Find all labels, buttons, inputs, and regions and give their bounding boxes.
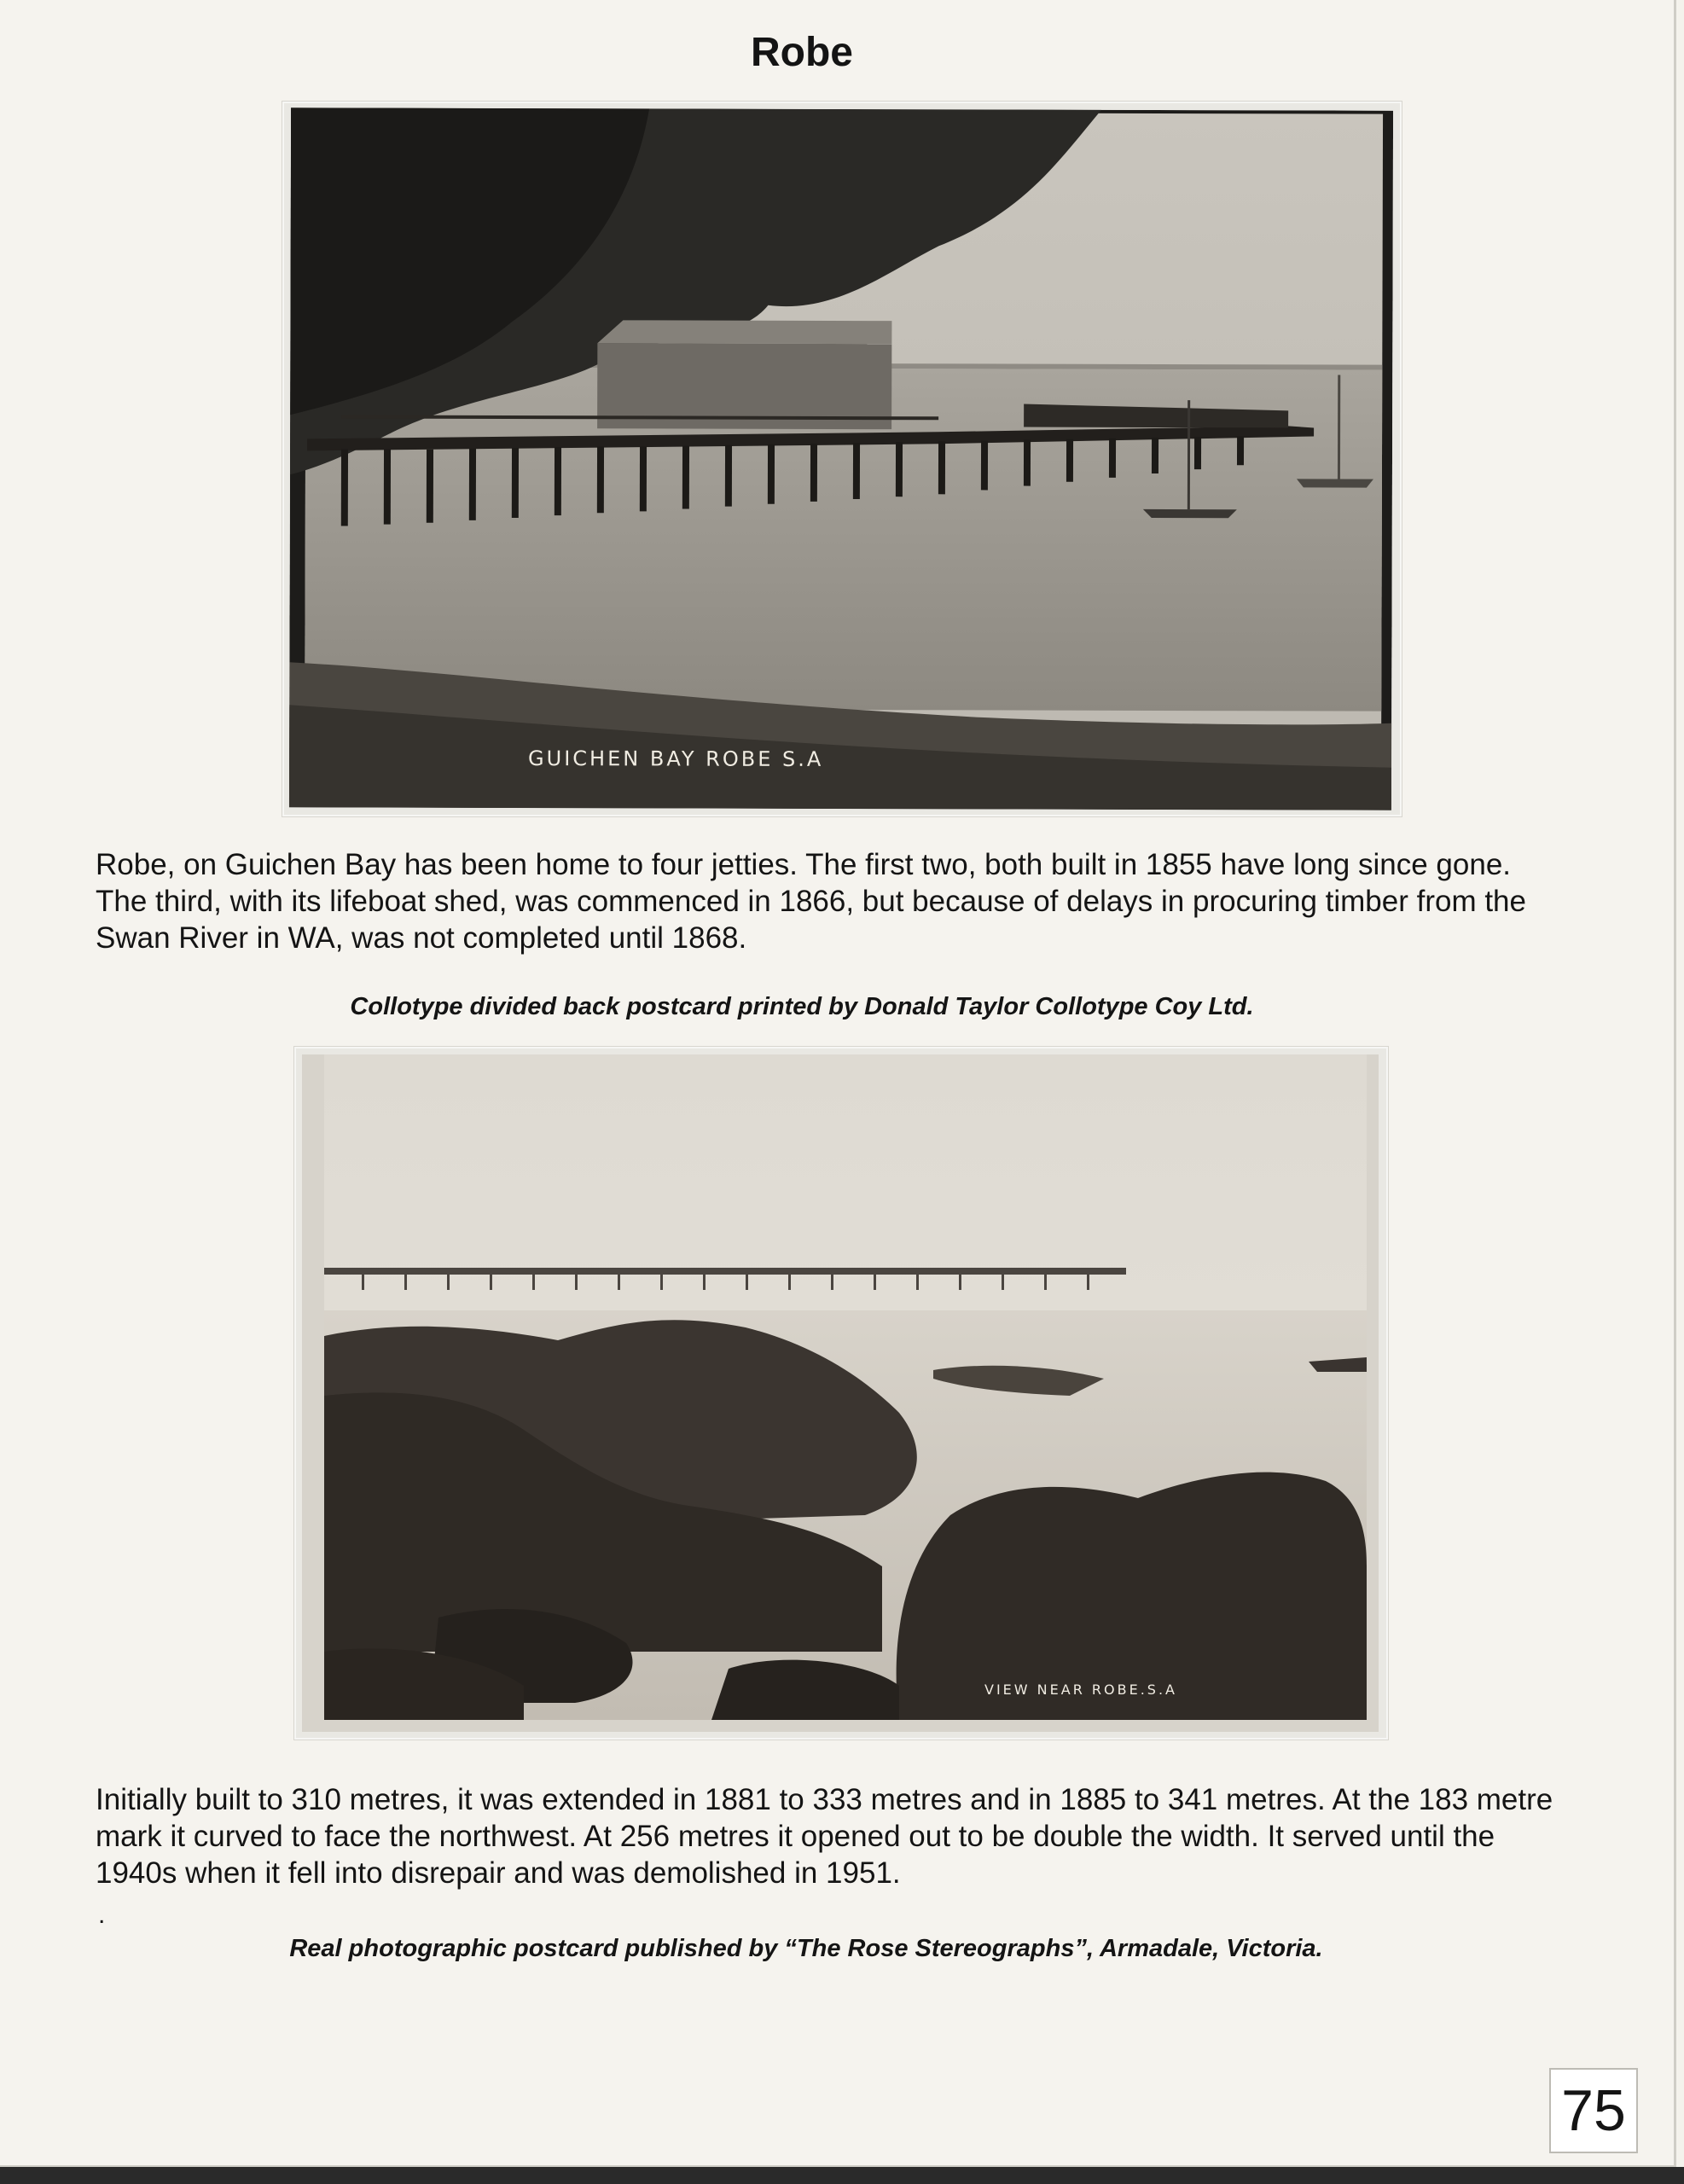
postcard-2-label: VIEW NEAR ROBE.S.A bbox=[984, 1682, 1177, 1698]
postcard-1-photo bbox=[289, 107, 1393, 810]
bottom-edge-strip bbox=[0, 2167, 1684, 2184]
view-near-robe-image bbox=[302, 1054, 1379, 1732]
page-number: 75 bbox=[1549, 2068, 1638, 2153]
stray-mark: . bbox=[98, 1901, 106, 1929]
postcard-2-credit: Real photographic postcard published by “The Rose Stereographs”, Armadale, Victoria. bbox=[289, 1935, 1323, 1962]
postcard-2-description: Initially built to 310 metres, it was extended in 1881 to 333 metres and in 1885 to 341 metres. At the 183 metre mark it curved to face the northwest. At 256 metres it opened out to be double the width. It served until the 1940s when it fell into disrepair and was demolished in 1951. bbox=[96, 1783, 1553, 1890]
guichen-bay-jetty-image bbox=[289, 107, 1393, 810]
postcard-1-label: GUICHEN BAY ROBE S.A bbox=[528, 746, 824, 771]
postcard-1-description: Robe, on Guichen Bay has been home to four jetties. The first two, both built in 1855 have long since gone. The third, with its lifeboat shed, was commenced in 1866, but because of delays in procuring timber from the Swan River in WA, was not completed until 1868. bbox=[96, 848, 1526, 955]
postcard-1-credit: Collotype divided back postcard printed by Donald Taylor Collotype Coy Ltd. bbox=[350, 993, 1254, 1020]
postcard-2-photo bbox=[302, 1054, 1379, 1732]
page-title: Robe bbox=[751, 30, 853, 75]
